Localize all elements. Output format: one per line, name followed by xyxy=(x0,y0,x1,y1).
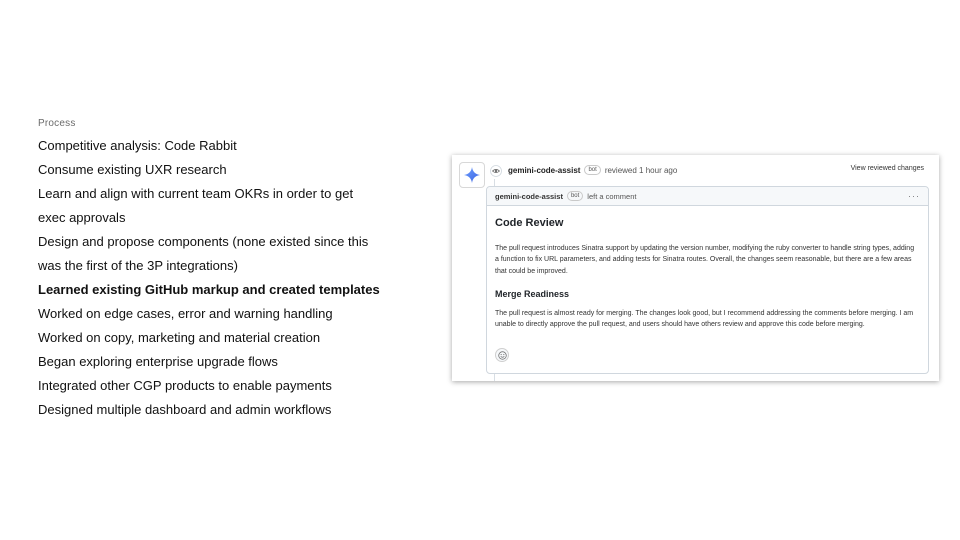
add-reaction-button[interactable] xyxy=(495,348,509,362)
comment-header xyxy=(487,187,928,206)
code-review-body: The pull request introduces Sinatra support by updating the version number, modifying the ruby converter to handle string types, adding a function to fix URL parameters, and adding tests for Sinatra routes. Overall, the changes seem reasonable, but there are a few areas that could be improved. xyxy=(495,245,915,275)
review-author-link[interactable]: gemini-code-assist xyxy=(508,165,581,175)
eye-icon xyxy=(490,165,502,177)
bot-badge: bot xyxy=(567,191,583,201)
review-action-text: reviewed 1 hour ago xyxy=(604,165,678,175)
code-review-heading: Code Review xyxy=(495,217,564,229)
comment-action-text: left a comment xyxy=(587,191,637,201)
process-item: Learned existing GitHub markup and created templates xyxy=(38,282,380,297)
process-list xyxy=(38,134,398,422)
process-item: Began exploring enterprise upgrade flows xyxy=(38,354,278,369)
process-item: Worked on copy, marketing and material creation xyxy=(38,330,321,345)
process-item: Design and propose components (none existed since this xyxy=(38,234,369,249)
bot-badge: bot xyxy=(584,165,600,175)
process-item: was the first of the 3P integrations) xyxy=(38,258,238,273)
review-comment xyxy=(486,186,929,374)
comment-author-link[interactable]: gemini-code-assist xyxy=(495,191,563,201)
review-header xyxy=(508,165,677,175)
process-label: Process xyxy=(38,118,76,129)
smiley-icon xyxy=(498,351,507,360)
view-reviewed-changes-link[interactable]: View reviewed changes xyxy=(850,165,924,172)
process-item: Integrated other CGP products to enable payments xyxy=(38,378,332,393)
merge-readiness-body: The pull request is almost ready for merging. The changes look good, but I recommend addressing the comments before merging. I am unable to directly approve the pull request, and users should have others review and approve this code before merging. xyxy=(495,310,914,329)
process-item: Competitive analysis: Code Rabbit xyxy=(38,138,237,153)
process-item: Consume existing UXR research xyxy=(38,162,227,177)
process-item: Learn and align with current team OKRs in order to get xyxy=(38,186,354,201)
process-item: exec approvals xyxy=(38,210,126,225)
gemini-avatar[interactable] xyxy=(459,162,485,188)
github-review-screenshot xyxy=(452,155,939,381)
process-item: Worked on edge cases, error and warning handling xyxy=(38,306,333,321)
gemini-sparkle-icon xyxy=(464,167,480,183)
kebab-more-icon[interactable]: ··· xyxy=(908,191,920,201)
process-item: Designed multiple dashboard and admin workflows xyxy=(38,402,332,417)
merge-readiness-heading: Merge Readiness xyxy=(495,289,570,299)
